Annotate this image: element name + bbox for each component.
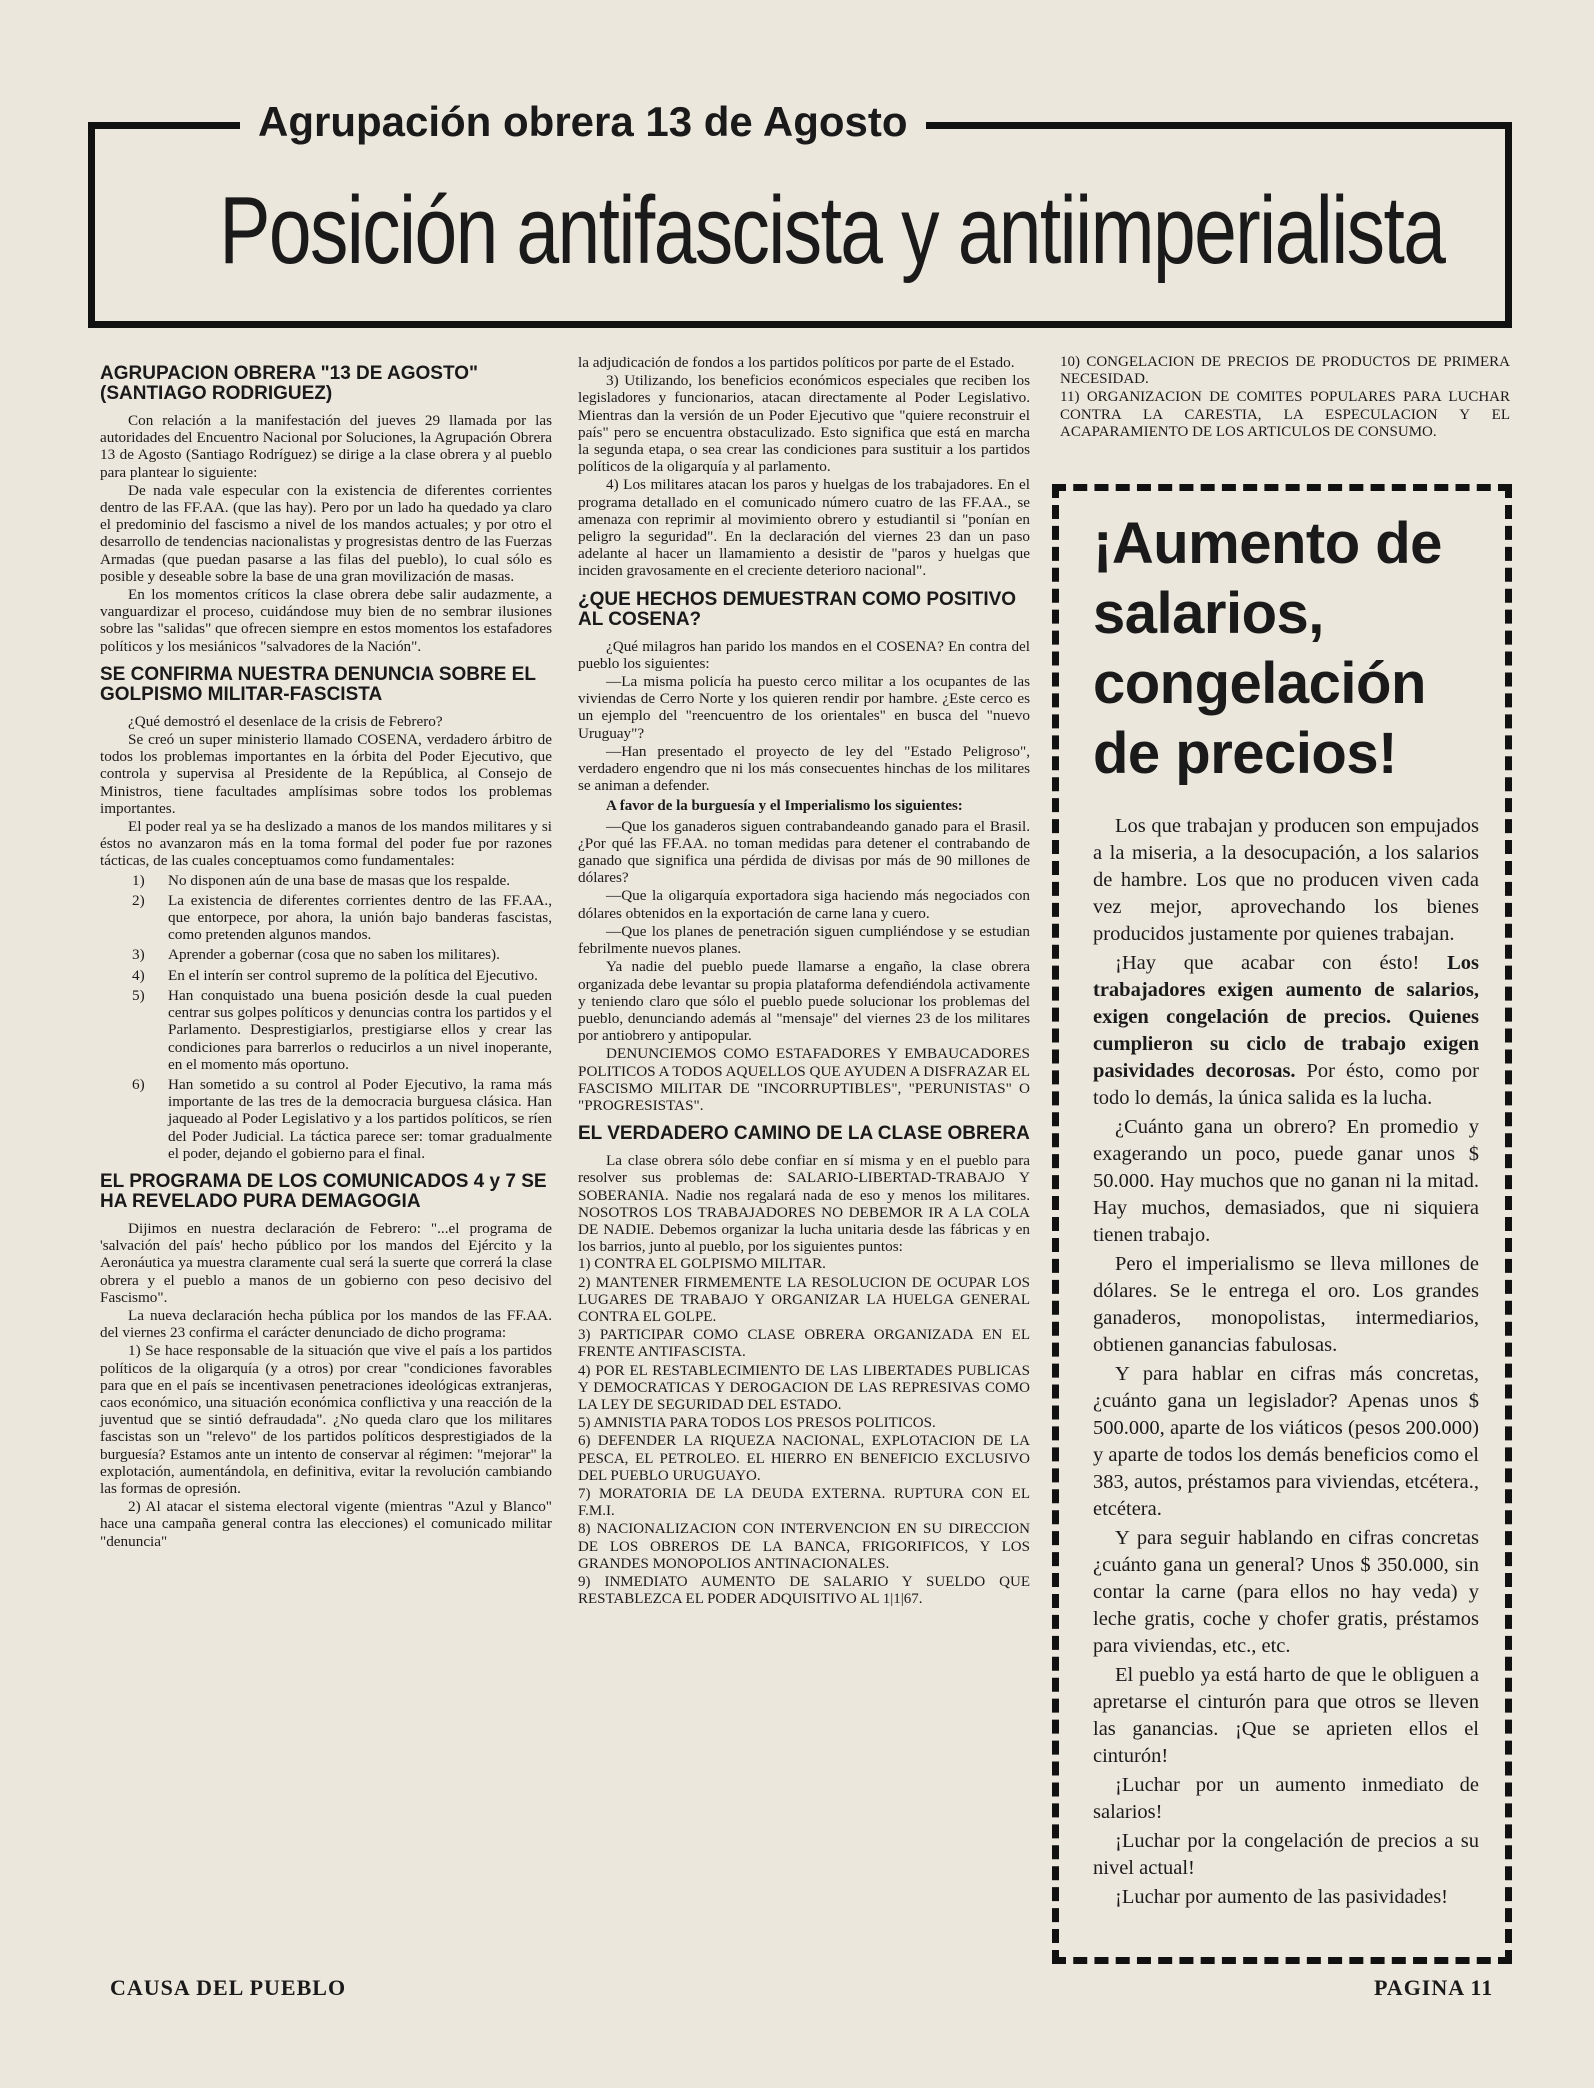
section-heading: ¿QUE HECHOS DEMUESTRAN COMO POSITIVO AL COSENA? (578, 588, 1017, 630)
column-right (1060, 354, 1510, 442)
sidebar-paragraph: ¡Luchar por la congelación de precios a su nivel actual! (1093, 1830, 1479, 1879)
paragraph: Dijimos en nuestra declaración de Febrero: "...el programa de 'salvación del país' hecho público por los mandos del Ejército y la Aeronáutica ya muestra claramente cual será la suerte que correrá la clase obrera y el pueblo a manos de un gobierno con peso decisivo del Fascismo". (100, 1219, 552, 1306)
demand-item: 6) DEFENDER LA RIQUEZA NACIONAL, EXPLOTACION DE LA PESCA, EL PETROLEO. EL HIERRO EN BENEFICIO EXCLUSIVO DEL PUEBLO URUGUAYO. (578, 1433, 1030, 1484)
sidebar-paragraph: Y para hablar en cifras más concretas, ¿cuánto gana un legislador? Apenas unos $ 500.000, aparte de los viáticos (pesos 200.000) y aparte de todos los demás beneficios como el 383, autos, préstamos para viviendas, etcétera., etcétera. (1093, 1363, 1479, 1520)
paragraph: DENUNCIEMOS COMO ESTAFADORES Y EMBAUCADORES POLITICOS A TODOS AQUELLOS QUE AYUDEN A DISFRAZAR EL FASCISMO MILITAR DE "INCORRUPTIBLES", "PERUNISTAS" O "PROGRESISTAS". (578, 1045, 1031, 1114)
section-heading: EL VERDADERO CAMINO DE LA CLASE OBRERA (578, 1123, 1030, 1145)
demand-item: 8) NACIONALIZACION CON INTERVENCION EN SU DIRECCION DE LOS OBREROS DE LA BANCA, FRIGORIFICOS, Y LOS GRANDES MONOPOLIOS ANTINACIONALES. (578, 1521, 1030, 1572)
sidebar-box (1052, 484, 1512, 1964)
paragraph: Con relación a la manifestación del jueves 29 llamada por las autoridades del Encuentro Nacional por Soluciones, la Agrupación Obrera 13 de Agosto (Santiago Rodríguez) se dirige a la clase obrera y al pueblo para plantear lo siguiente: (100, 412, 552, 481)
sidebar-paragraph: ¡Luchar por aumento de las pasividades! (1115, 1886, 1449, 1908)
section-heading: SE CONFIRMA NUESTRA DENUNCIA SOBRE EL GOLPISMO MILITAR-FASCISTA (100, 663, 536, 705)
paragraph: 4) Los militares atacan los paros y huelgas de los trabajadores. En el programa detallado en el comunicado número cuatro de las FF.AA., se amenaza con reprimir al movimiento obrero y estudiantil si "ponían en peligro la seguridad". En la declaración del viernes 23 dan un paso adelante al hacer un llamamiento a desistir de "paros y huelgas que inciden gravosamente en el creciente deterioro nacional". (578, 476, 1030, 580)
heading-organization: AGRUPACION OBRERA "13 DE AGOSTO" (SANTIAGO RODRIGUEZ) (100, 363, 479, 404)
header-kicker: Agrupación obrera 13 de Agosto (240, 96, 926, 148)
sidebar-paragraph: Los que trabajan y producen son empujados a la miseria, a la desocupación, a los salarios de hambre. Los que no producen viven cada vez mejor, aprovechando los bienes producidos justamente por quienes trabajan. (1093, 815, 1479, 945)
paragraph: 2) Al atacar el sistema electoral vigente (mientras "Azul y Blanco" hace una campaña general contra las elecciones) el comunicado militar "denuncia" (100, 1498, 552, 1550)
list-item: 4) En el interín ser control supremo de la política del Ejecutivo. (132, 966, 538, 984)
paragraph: 1) Se hace responsable de la situación que vive el país a los partidos políticos de la oligarquía (y a otros) por crear "condiciones favorables para que en el país se incentivasen penetraciones ideológicas extranjeras, caos económico, una situación económica conflictiva y una reacción de la juventud que se sintió defraudada". ¿No queda claro que los militares fascistas son un "relevo" de los partidos políticos desprestigiados de la burguesía? Estamos ante un intento de conservar al régimen: "mejorar" la explotación, aumentándola, en definitiva, evitar la revolución cambiando las formas de opresión. (100, 1342, 552, 1497)
demand-item: 11) ORGANIZACION DE COMITES POPULARES PARA LUCHAR CONTRA LA CARESTIA, LA ESPECULACION Y EL ACAPARAMIENTO DE LOS ARTICULOS DE CONSUMO. (1060, 389, 1510, 440)
demand-item: 3) PARTICIPAR COMO CLASE OBRERA ORGANIZADA EN EL FRENTE ANTIFASCISTA. (578, 1327, 1030, 1361)
paragraph: ¿Qué milagros han parido los mandos en el COSENA? En contra del pueblo los siguientes: (578, 637, 1030, 672)
sidebar-paragraph: ¿Cuánto gana un obrero? En promedio y exagerando un poco, puede ganar unos $ 50.000. Hay muchos que no ganan ni la mitad. Hay muchos, demasiados, que ni siquiera tienen trabajo. (1093, 1116, 1479, 1246)
demand-item: 4) POR EL RESTABLECIMIENTO DE LAS LIBERTADES PUBLICAS Y DEMOCRATICAS Y DEROGACION DE LAS REPRESIVAS COMO LA LEY DE SEGURIDAD DEL ESTADO. (578, 1362, 1030, 1413)
reasons-list (100, 872, 552, 1162)
demand-item: 2) MANTENER FIRMEMENTE LA RESOLUCION DE OCUPAR LOS LUGARES DE TRABAJO Y ORGANIZAR LA HUELGA GENERAL CONTRA EL GOLPE. (578, 1274, 1030, 1325)
footer-page-number: PAGINA 11 (1374, 1975, 1494, 2000)
demands-list-continued (1060, 354, 1510, 441)
list-item: 6) Han sometido a su control al Poder Ejecutivo, la rama más importante de las tres de la democracia burguesa clásica. Han jaqueado al Poder Legislativo y a los partidos políticos, se ríen del Poder Judicial. La táctica parece ser: tomar gradualmente el poder, dejando el gobierno para el final. (132, 1075, 552, 1162)
demand-item: 7) MORATORIA DE LA DEUDA EXTERNA. RUPTURA CON EL F.M.I. (578, 1485, 1030, 1520)
paragraph: —La misma policía ha puesto cerco militar a los ocupantes de las viviendas de Cerro Norte y los quieren rendir por hambre. ¿Este cerco es un ejemplo del "reencuentro de los orientales" en busca del "nuevo Uruguay"? (578, 673, 1030, 742)
paragraph: De nada vale especular con la existencia de diferentes corrientes dentro de las FF.AA. (que las hay). Pero por un lado ha quedado ya claro el predominio del fascismo a nivel de los mandos actuales; y por otro el desarrollo de tendencias nacionalistas y progresistas dentro de las Fuerzas Armadas (que puedan pasarse a las filas del pueblo), lo cual sólo es posible y deseable sobre la base de una gran movilización de masas. (100, 481, 552, 585)
demand-item: 5) AMNISTIA PARA TODOS LOS PRESOS POLITICOS. (578, 1415, 936, 1432)
demand-item: 1) CONTRA EL GOLPISMO MILITAR. (578, 1256, 826, 1273)
sidebar-title: ¡Aumento de salarios, congelación de precios! (1093, 511, 1442, 786)
demands-list (578, 1256, 1030, 1608)
paragraph: la adjudicación de fondos a los partidos políticos por parte de el Estado. (578, 354, 1015, 371)
paragraph: ¿Qué demostró el desenlace de la crisis de Febrero? (128, 712, 443, 730)
paragraph: Se creó un super ministerio llamado COSENA, verdadero árbitro de todos los problemas importantes en la órbita del Poder Ejecutivo, que controla y supervisa al Presidente de la República, al Consejo de Ministros, tiene facultades amplísimas sobre todos los problemas importantes. (100, 731, 552, 817)
subheading: A favor de la burguesía y el Imperialismo los siguientes: (606, 798, 963, 815)
paragraph: En los momentos críticos la clase obrera debe salir audazmente, a vanguardizar el proceso, cuidándose muy bien de no sembrar ilusiones sobre las "salidas" que ofrecen siempre en estos momentos los estafadores políticos y los mesiánicos "salvadores de la Nación". (100, 586, 552, 655)
column-left (100, 354, 552, 1551)
page-title: Posición antifascista y antiimperialista (219, 177, 1445, 284)
paragraph: La nueva declaración hecha pública por los mandos de las FF.AA. del viernes 23 confirma el carácter denunciado de dicho programa: (100, 1306, 552, 1342)
list-item: 3) Aprender a gobernar (cosa que no saben los militares). (132, 946, 500, 964)
sidebar-paragraph: Y para seguir hablando en cifras concretas ¿cuánto gana un general? Unos $ 350.000, sin contar la carne (para ellos no hay veda) y leche gratis, coche y chofer gratis, préstamos para viviendas, etc., etc. (1093, 1527, 1479, 1657)
paragraph: —Que la oligarquía exportadora siga haciendo más negociados con dólares obtenidos en la exportación de carne lana y cuero. (578, 887, 1030, 922)
paragraph: El poder real ya se ha deslizado a manos de los mandos militares y si éstos no avanzaron más en la toma formal del poder fue por razones tácticas, de las cuales conceptuamos como fundamentales: (100, 818, 552, 870)
list-item: 2) La existencia de diferentes corrientes dentro de las FF.AA., que entorpece, por ahora, la unión bajo banderas fascistas, como pretenden algunos mandos. (132, 891, 552, 944)
column-middle (578, 354, 1030, 1609)
paragraph: Ya nadie del pueblo puede llamarse a engaño, la clase obrera organizada debe levantar su propia plataforma defendiéndola activamente y teniendo claro que sólo el pueblo puede solucionar los problemas del pueblo, denunciando además al "mensaje" del viernes 23 de los militares por antiobrero y antipopular. (578, 958, 1030, 1045)
paragraph: —Que los planes de penetración siguen cumpliéndose y se estudian febrilmente nuevos planes. (578, 922, 1030, 958)
paragraph: 3) Utilizando, los beneficios económicos especiales que reciben los legisladores y funcionarios, atacan directamente al Poder Legislativo. Mientras dan la versión de un Poder Ejecutivo que "quiere reconstruir el país" pero se encuentra obstaculizado. Esto significa que está en marcha la segunda etapa, o sea crear las condiciones para sustituir a los partidos políticos de la oligarquía y al parlamento. (578, 372, 1030, 476)
footer-publication: CAUSA DEL PUEBLO (110, 1975, 347, 2000)
demand-item: 10) CONGELACION DE PRECIOS DE PRODUCTOS DE PRIMERA NECESIDAD. (1060, 354, 1510, 388)
demand-item: 9) INMEDIATO AUMENTO DE SALARIO Y SUELDO QUE RESTABLEZCA EL PODER ADQUISITIVO AL 1|1|67. (578, 1574, 1030, 1608)
paragraph: —Han presentado el proyecto de ley del "Estado Peligroso", verdadero engendro que ni los más consecuentes hinchas de los militares se animan a defender. (578, 742, 1030, 795)
section-heading: EL PROGRAMA DE LOS COMUNICADOS 4 y 7 SE HA REVELADO PURA DEMAGOGIA (100, 1170, 547, 1212)
list-item: 5) Han conquistado una buena posición desde la cual pueden centrar sus golpes políticos y denuncias contra los partidos y el Parlamento. Desprestigiarlos, prestigiarse ellos y crear las condiciones para barrerlos o reducirlos a un nivel inoperante, en el momento más oportuno. (132, 986, 552, 1073)
sidebar-paragraph: ¡Hay que acabar con ésto! Los trabajadores exigen aumento de salarios, exigen congelación de precios. Quienes cumplieron su ciclo de trabajo exigen pasividades decorosas. Por ésto, como por todo lo demás, la única salida es la lucha. (1093, 952, 1479, 1109)
sidebar-paragraph: ¡Luchar por un aumento inmediato de salarios! (1093, 1774, 1479, 1823)
paragraph: La clase obrera sólo debe confiar en sí misma y en el pueblo para resolver sus problemas de: SALARIO-LIBERTAD-TRABAJO Y SOBERANIA. Nadie nos regalará nada de eso y menos los militares. NOSOTROS LOS TRABAJADORES NO DEBEMOR IR A LA COLA DE NADIE. Debemos organizar la lucha unitaria desde las fábricas y en los barrios, junto al pueblo, por los siguientes puntos: (578, 1152, 1030, 1256)
list-item: 1) No disponen aún de una base de masas que los respalde. (132, 871, 511, 889)
sidebar-paragraph: Pero el imperialismo se lleva millones de dólares. Se le entrega el oro. Los grandes ganaderos, monopolistas, intermediarios, obtienen ganancias fabulosas. (1093, 1253, 1479, 1356)
paragraph: —Que los ganaderos siguen contrabandeando ganado para el Brasil. ¿Por qué las FF.AA. no toman medidas para detener el contrabando de ganado que significa una pérdida de divisas por más de 90 millones de dólares? (578, 817, 1030, 887)
sidebar-paragraph: El pueblo ya está harto de que le obliguen a apretarse el cinturón para que otros se lleven las ganancias. ¡Que se aprieten ellos el cinturón! (1093, 1664, 1479, 1767)
